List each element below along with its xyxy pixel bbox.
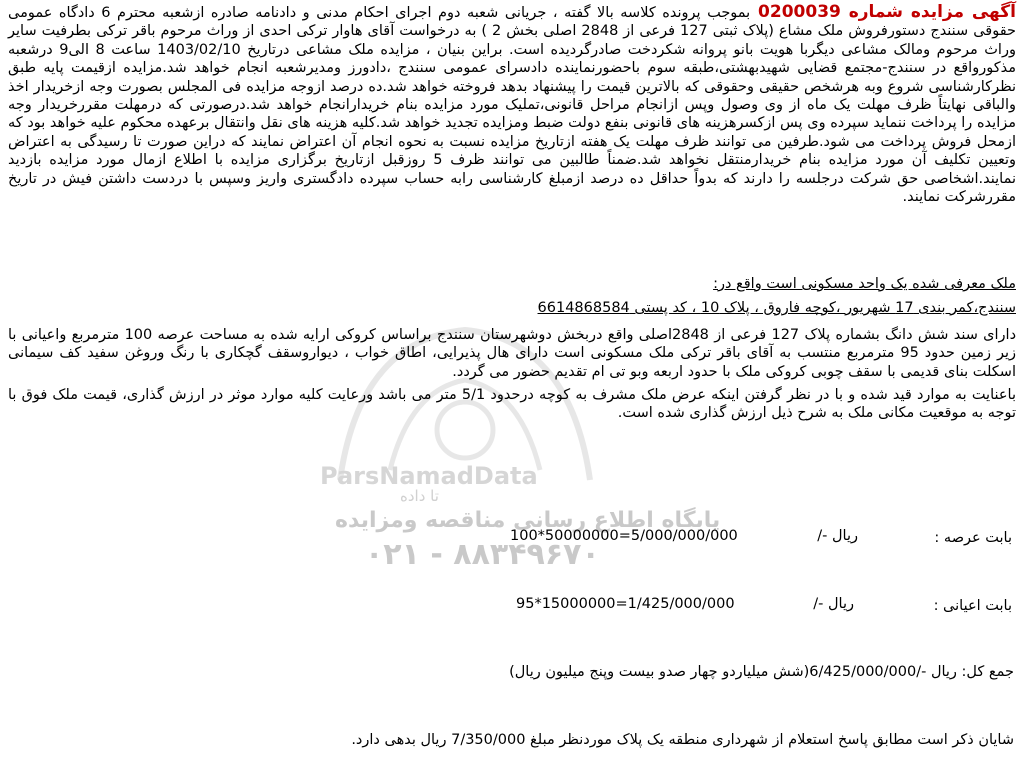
property-description: دارای سند شش دانگ بشماره پلاک 127 فرعی از 2848اصلی واقع دربخش دوشهرستان سنندج براساس کروکی ارایه شده به مساحت عرصه 100 مترمربع واعیانی با زیر زمین حدود 95 مترمربع منتسب به آقای باقر ترکی ملک مسکونی است دارای هال پذیرایی، اطاق خواب ، دیواروسقف گچکاری با رنگ وروغن سفید کف سیمانی اسکلت بنای قدیمی با سقف چوبی کروکی ملک با حدود اربعه وبو تی ام تقدیم حضور می گردد. — [8, 327, 1017, 380]
notice-number: 0200039 — [758, 2, 841, 22]
building-label: بابت اعیانی : — [933, 598, 1012, 614]
notice-title-prefix: آگهی مزایده شماره — [848, 2, 1016, 22]
land-value: 100*50000000=5/000/000/000 — [510, 528, 738, 544]
watermark-phone: ۰۲۱ - ۸۸۳۴۹۶۷۰ — [365, 537, 600, 572]
land-label: بابت عرصه : — [934, 530, 1012, 546]
notice-title — [750, 2, 1016, 22]
watermark-tagline: تا داده — [400, 487, 439, 505]
building-unit: ریال -/ — [813, 596, 854, 612]
building-value: 95*15000000=1/425/000/000 — [516, 596, 735, 612]
land-unit: ریال -/ — [817, 528, 858, 544]
valuation-note: باعنایت به موارد قید شده و با در نظر گرفتن اینکه عرض ملک مشرف به کوچه درحدود 5/1 متر می باشد ورعایت کلیه موارد موثر در ارزش گذاری، قیمت ملک فوق با توجه به موقعیت مکانی ملک به شرح ذیل ارزش گذاری شده است. — [8, 387, 1016, 422]
property-intro: ملک معرفی شده یک واحد مسکونی است واقع در: — [713, 276, 1016, 292]
municipal-debt-note: شایان ذکر است مطابق پاسخ استعلام از شهرداری منطقه یک پلاک موردنظر مبلغ 7/350/000 ریال بدهی دارد. — [351, 732, 1014, 748]
notice-body: بموجب پرونده کلاسه بالا گفته ، جریانی شعبه دوم اجرای احکام مدنی و دادنامه صادره ازشعبه محترم 6 دادگاه عمومی حقوقی سنندج دستورفروش ملک مشاع (پلاک ثبتی 127 فرعی از 2848 اصلی بخش 2 ) به درخواست آقای هاوار ترکی احدی از وراث مرحوم باقر ترکی بطرفیت سایر وراث مرحوم ومالک مشاعی دیگربا هویت بانو پروانه شکردخت صادرگردیده است. براین بنیان ، مزایده ملک مشاعی درتاریخ 1403/02/10 ساعت 8 الی9 درشعبه مذکورواقع در سنندج-مجتمع قضایی شهیدبهشتی،طبقه سوم باحضورنماینده دادسرای عمومی سنندج ،دادورز ومدیرشعبه انجام خواهد شد.مزایده ازقیمت پایه طبق نظرکارشناسی شروع وبه هرشخص حقیقی وحقوقی که بالاترین قیمت را پیشنهاد بدهد فروخته خواهد شد.ده درصد ازوجه مزایده فی المجلس بصورت وجه ازخریدار اخذ والباقی نهایتاً ظرف مهلت یک ماه از وی وصول وپس ازانجام مراحل قانونی،تملیک مورد مزایده بنام خریدارانجام خواهد شد.درصورتی که درمهلت مقررخریدار وجه مزایده را پرداخت ننماید سپرده وی پس ازکسرهزینه های قانونی بنفع دولت ضبط ومزایده تجدید خواهد شد.کلیه هزینه های نقل وانتقال برعهده محکوم علیه خواهد بود که ازمحل فروش پرداخت می شود.طرفین می توانند ظرف مهلت یک هفته ازتاریخ مزایده نسبت به نحوه انجام آن اعتراض نمایند که دراین صورت تا رسیدگی به اعتراض وتعیین تکلیف آن مورد مزایده بنام خریدارمنتقل نخواهد شد.ضمناً طالبین می توانند ظرف 5 روزقبل ازتاریخ برگزاری مزایده با اطلاع ازمال مورد مزایده بازدید نمایند.اشخاصی حق شرکت درجلسه را دارند که بدواً حداقل ده درصد ازمبلغ کارشناسی رابه حساب سپرده دادگستری واریز وسپس با دردست داشتن فیش در تاریخ مقررشرکت نمایند. — [8, 5, 1017, 206]
property-address: سنندج،کمر بندی 17 شهریور ،کوچه فاروق ، پلاک 10 ، کد پستی 6614868584 — [537, 300, 1016, 316]
total-amount: جمع کل: ریال -/6/425/000/000(شش میلیاردو چهار صدو بیست وپنج میلیون ریال) — [509, 664, 1014, 680]
notice-paragraph — [8, 3, 1016, 206]
watermark-brand: ParsNamadData — [320, 462, 538, 490]
watermark-slogan: پایگاه اطلاع رسانی مناقصه ومزایده — [335, 508, 721, 533]
